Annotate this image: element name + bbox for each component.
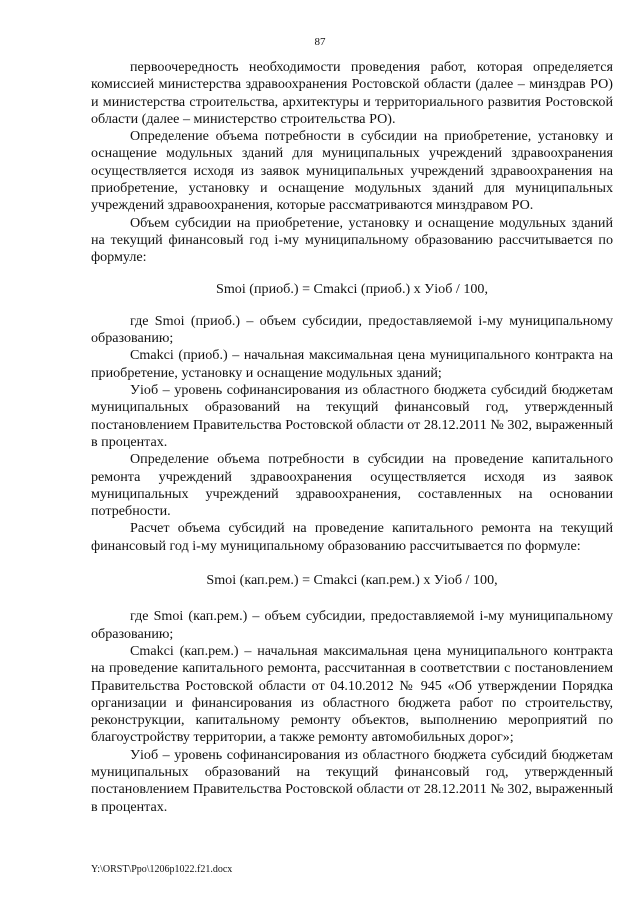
paragraph-smoi-acquisition-definition: где Smoi (приоб.) – объем субсидии, предоставляемой i-му муниципальному образованию; xyxy=(91,312,613,347)
formula-capital-repair: Smoi (кап.рем.) = Cmakci (кап.рем.) x Уioб / 100, xyxy=(206,572,498,589)
paragraph-modular-subsidy-intro: Объем субсидии на приобретение, установку и оснащение модульных зданий на текущий финансовый год i-му муниципальному образованию рассчитывается по формуле: xyxy=(91,214,613,266)
formula-acquisition: Smoi (приоб.) = Cmakci (приоб.) x Уioб / 100, xyxy=(216,280,488,297)
document-body xyxy=(91,59,613,816)
paragraph-cofinancing-level-2: Уioб – уровень софинансирования из областного бюджета субсидий бюджетам муниципальных образований на текущий финансовый год, утвержденный постановлением Правительства Ростовской области от 28.12.2011 № 302, выраженный в процентах. xyxy=(91,746,613,815)
paragraph-capital-repair-demand: Определение объема потребности в субсидии на проведение капитального ремонта учреждений здравоохранения осуществляется исходя из заявок муниципальных учреждений здравоохранения, составленных на основании потребности. xyxy=(91,451,613,520)
footer-file-path: Y:\ORST\Ppo\1206p1022.f21.docx xyxy=(91,864,233,875)
paragraph-modular-buildings-demand: Определение объема потребности в субсидии на приобретение, установку и оснащение модульных зданий для муниципальных учреждений здравоохранения осуществляется исходя из заявок муниципальных учреждений здравоохранения на приобретение, установку и оснащение модульных зданий для муниципальных учреждений здравоохранения, которые рассматриваются минздравом РО. xyxy=(91,128,613,214)
paragraph-smoi-repair-definition: где Smoi (кап.рем.) – объем субсидии, предоставляемой i-му муниципальному образованию; xyxy=(91,608,613,642)
page-number: 87 xyxy=(314,36,326,48)
paragraph-priority-commission: первоочередность необходимости проведения работ, которая определяется комиссией министерства здравоохранения Ростовской области (далее – минздрав РО) и министерства строительства, архитектуры и территориального развития Ростовской области (далее – министерство строительства РО). xyxy=(91,59,613,127)
paragraph-cofinancing-level-1: Уioб – уровень софинансирования из областного бюджета субсидий бюджетам муниципальных образований на текущий финансовый год, утвержденный постановлением Правительства Ростовской области от 28.12.2011 № 302, выраженный в процентах. xyxy=(91,382,613,450)
paragraph-cmakci-acquisition-definition: Cmakci (приоб.) – начальная максимальная цена муниципального контракта на приобретение, установку и оснащение модульных зданий; xyxy=(91,347,613,381)
paragraph-capital-repair-intro: Расчет объема субсидий на проведение капитального ремонта на текущий финансовый год i-му муниципальному образованию рассчитывается по формуле: xyxy=(91,520,613,554)
paragraph-cmakci-repair-definition: Cmakci (кап.рем.) – начальная максимальная цена муниципального контракта на проведение капитального ремонта, рассчитанная в соответствии с постановлением Правительства Ростовской области от 04.10.2012 № 945 «Об утверждении Порядка организации и финансирования из областного бюджета работ по строительству, реконструкции, капитальному ремонту объектов, выполнению мероприятий по благоустройству территории, а также ремонту автомобильных дорог»; xyxy=(91,642,613,746)
